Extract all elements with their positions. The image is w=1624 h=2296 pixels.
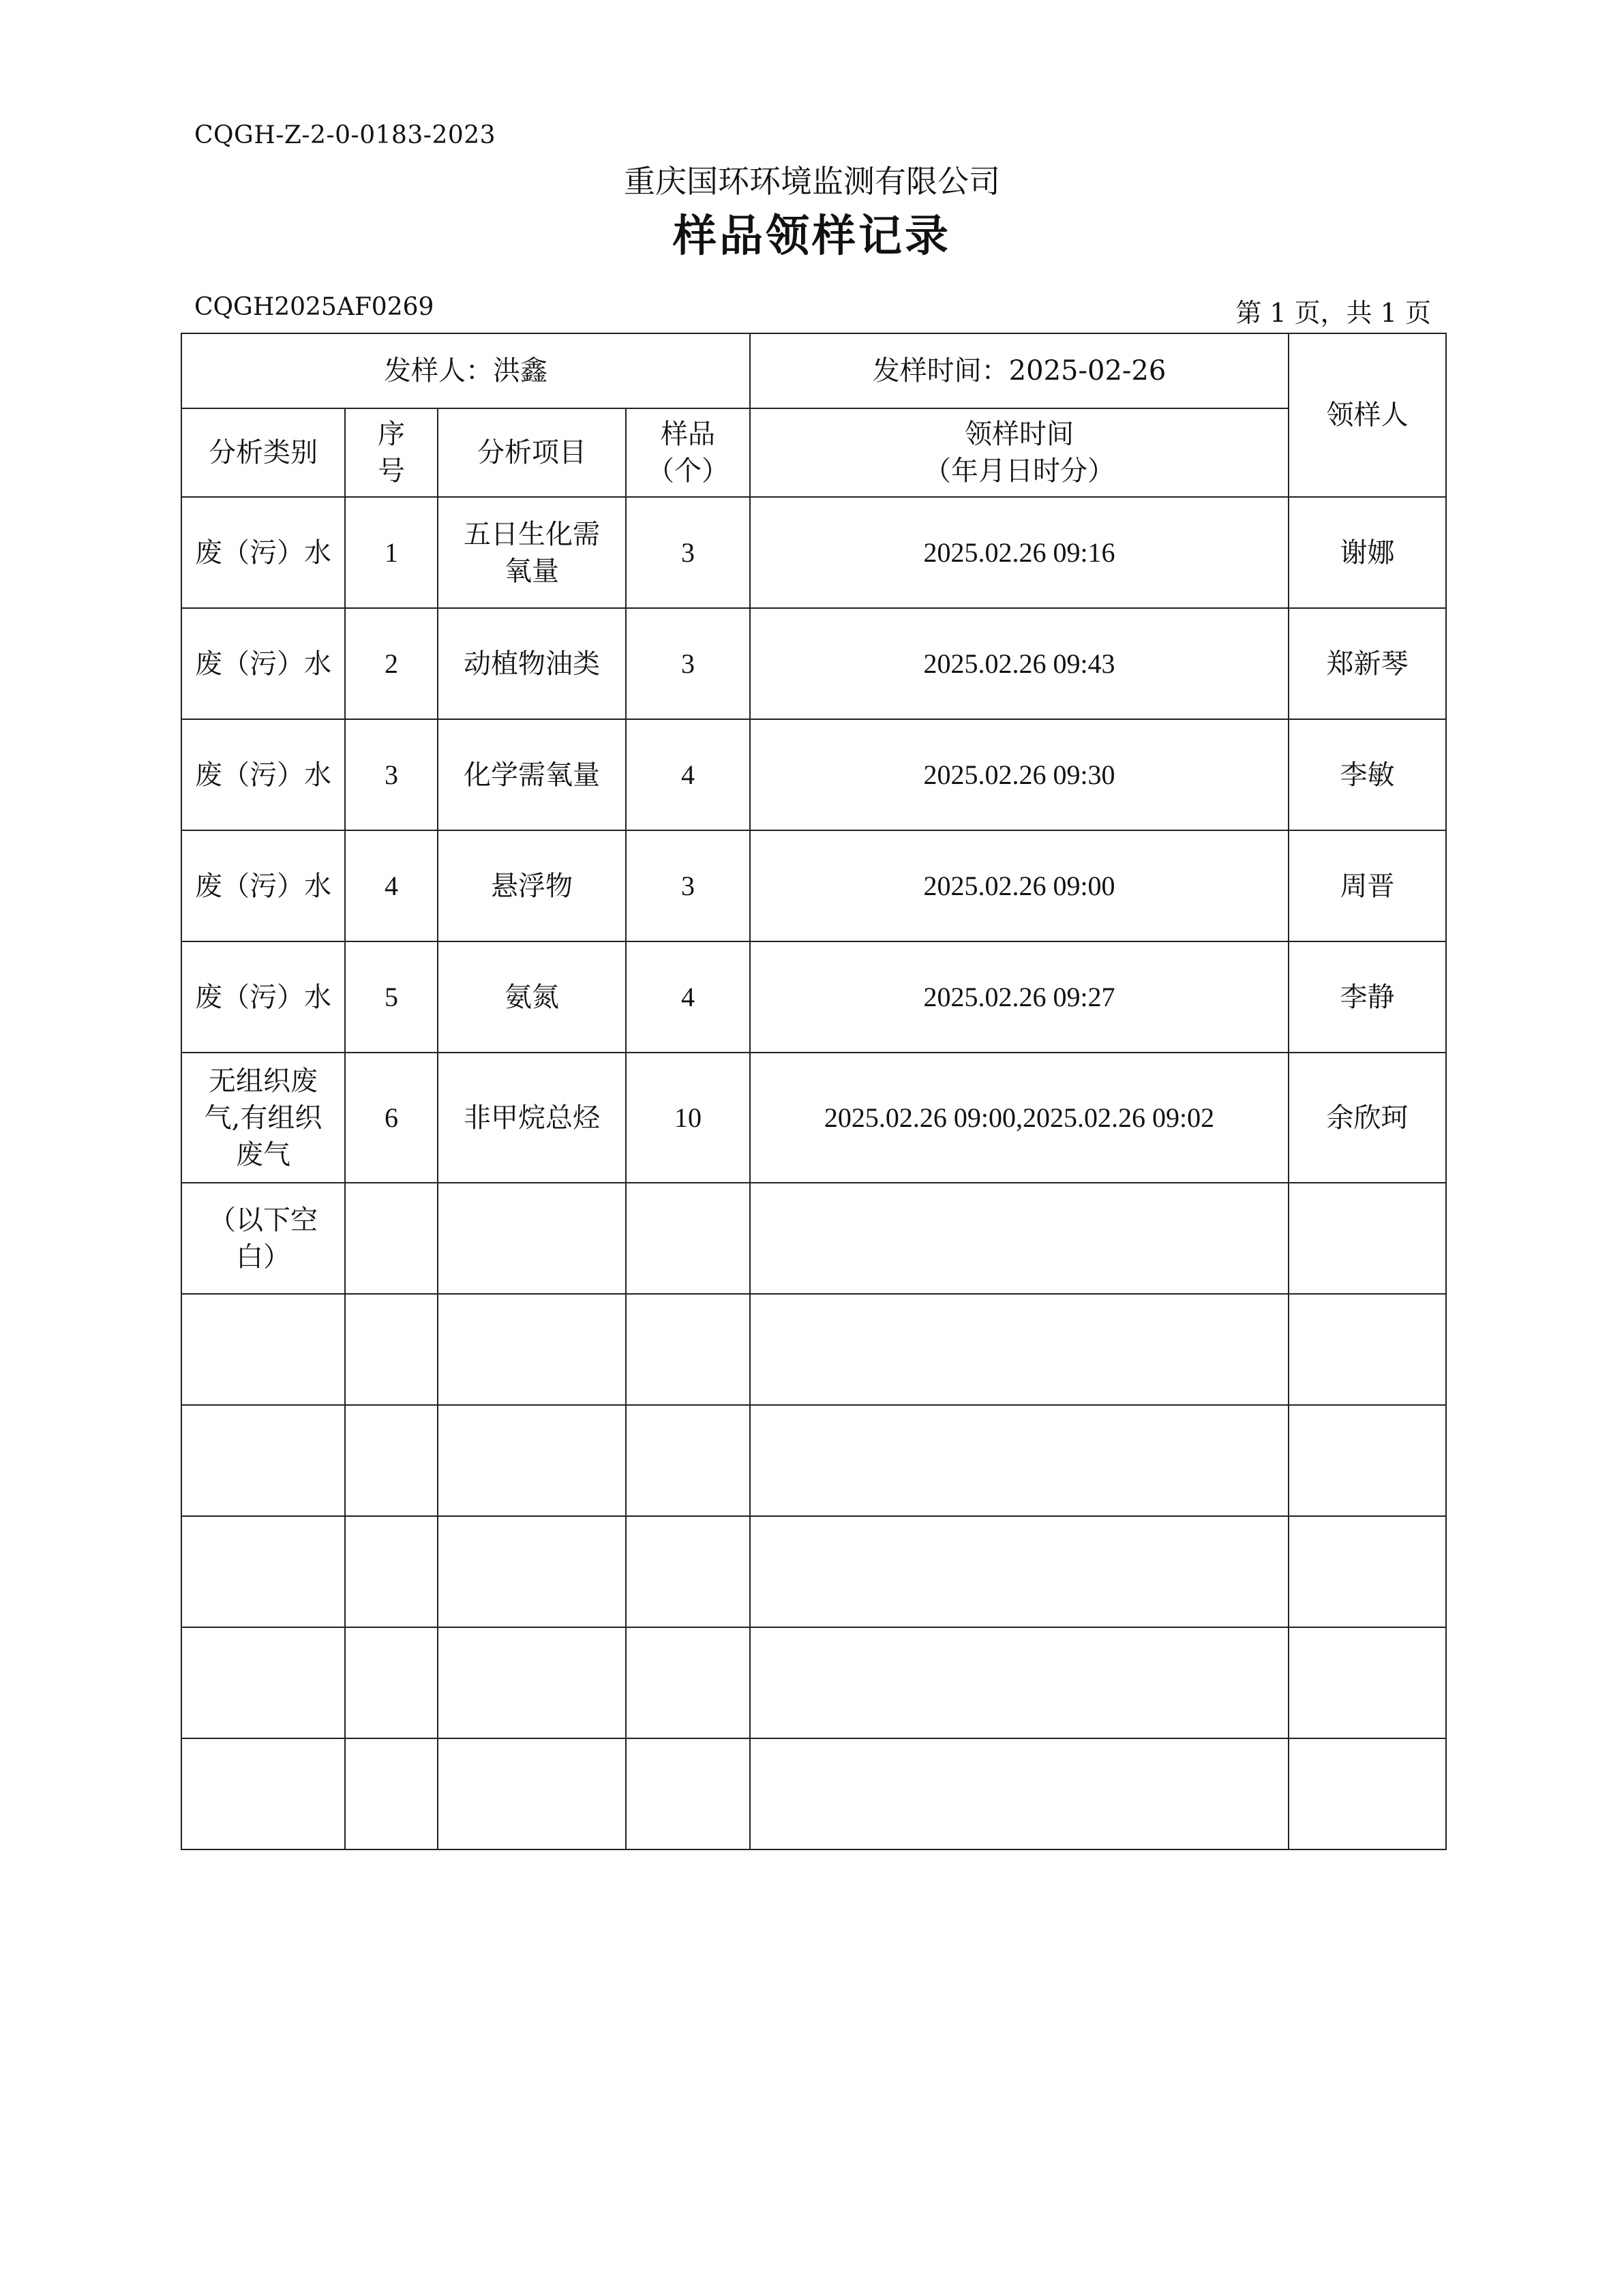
seq-cell: 5 <box>345 941 438 1053</box>
category-line: 废气 <box>236 1138 290 1170</box>
category-header: 分析类别 <box>181 408 345 497</box>
empty-cell <box>438 1294 626 1405</box>
time-cell: 2025.02.26 09:30 <box>750 719 1289 830</box>
seq-cell: 4 <box>345 830 438 941</box>
item-line: 悬浮物 <box>491 870 573 902</box>
empty-cell <box>750 1738 1289 1849</box>
blank-note-row <box>181 1183 1446 1294</box>
table-row <box>181 719 1446 830</box>
empty-cell <box>181 1405 345 1516</box>
time-cell: 2025.02.26 09:43 <box>750 608 1289 719</box>
blank-note-line: 白） <box>236 1241 290 1273</box>
empty-cell <box>1289 1183 1446 1294</box>
count-cell: 3 <box>626 830 750 941</box>
empty-cell <box>626 1627 750 1738</box>
empty-cell <box>750 1183 1289 1294</box>
empty-cell <box>181 1738 345 1849</box>
seq-header-line1: 序 <box>378 419 405 450</box>
info-row <box>181 333 1446 408</box>
item-cell <box>438 941 626 1053</box>
seq-cell: 6 <box>345 1053 438 1183</box>
time-cell: 2025.02.26 09:00 <box>750 830 1289 941</box>
empty-row <box>181 1294 1446 1405</box>
empty-cell <box>626 1405 750 1516</box>
receiver-cell: 李静 <box>1289 941 1446 1053</box>
table-row <box>181 608 1446 719</box>
item-header: 分析项目 <box>438 408 626 497</box>
receiver-cell: 周晋 <box>1289 830 1446 941</box>
blank-note-cell <box>181 1183 345 1294</box>
empty-row <box>181 1627 1446 1738</box>
empty-cell <box>750 1516 1289 1627</box>
category-cell <box>181 608 345 719</box>
empty-row <box>181 1738 1446 1849</box>
table-row <box>181 830 1446 941</box>
empty-cell <box>181 1516 345 1627</box>
empty-cell <box>345 1405 438 1516</box>
category-line: 废（污）水 <box>195 537 331 569</box>
count-header-line1: 样品 <box>661 419 715 450</box>
empty-cell <box>345 1627 438 1738</box>
category-cell <box>181 830 345 941</box>
empty-cell <box>626 1738 750 1849</box>
empty-cell <box>438 1405 626 1516</box>
time-header <box>750 408 1289 497</box>
table-row <box>181 497 1446 608</box>
empty-cell <box>345 1516 438 1627</box>
category-cell <box>181 1053 345 1183</box>
category-line: 废（污）水 <box>195 981 331 1013</box>
empty-cell <box>181 1627 345 1738</box>
sample-record-table <box>181 333 1447 1850</box>
blank-note-line: （以下空 <box>209 1204 318 1236</box>
seq-header <box>345 408 438 497</box>
empty-cell <box>626 1516 750 1627</box>
category-cell <box>181 497 345 608</box>
count-header-line2: （个） <box>647 455 729 487</box>
empty-cell <box>1289 1294 1446 1405</box>
table-row <box>181 941 1446 1053</box>
item-cell <box>438 830 626 941</box>
item-line: 化学需氧量 <box>464 759 600 791</box>
empty-cell <box>438 1738 626 1849</box>
table-row <box>181 1053 1446 1183</box>
category-line: 废（污）水 <box>195 870 331 902</box>
empty-cell <box>438 1516 626 1627</box>
item-cell <box>438 1053 626 1183</box>
empty-cell <box>750 1405 1289 1516</box>
seq-cell: 2 <box>345 608 438 719</box>
sender-cell: 发样人：洪鑫 <box>181 333 750 408</box>
seq-cell: 3 <box>345 719 438 830</box>
item-line: 五日生化需 <box>464 518 600 550</box>
category-cell <box>181 719 345 830</box>
item-cell <box>438 608 626 719</box>
item-line: 氧量 <box>505 555 559 587</box>
page-info: 第 1 页，共 1 页 <box>1235 298 1431 328</box>
page-title: 样品领样记录 <box>673 211 951 262</box>
empty-row <box>181 1516 1446 1627</box>
document-code: CQGH-Z-2-0-0183-2023 <box>194 121 496 149</box>
empty-cell <box>1289 1627 1446 1738</box>
receiver-cell: 余欣珂 <box>1289 1053 1446 1183</box>
empty-cell <box>345 1294 438 1405</box>
count-cell: 4 <box>626 719 750 830</box>
count-cell: 10 <box>626 1053 750 1183</box>
empty-cell <box>1289 1738 1446 1849</box>
time-cell: 2025.02.26 09:00,2025.02.26 09:02 <box>750 1053 1289 1183</box>
empty-cell <box>345 1738 438 1849</box>
receiver-cell: 谢娜 <box>1289 497 1446 608</box>
seq-cell: 1 <box>345 497 438 608</box>
time-cell: 2025.02.26 09:16 <box>750 497 1289 608</box>
item-cell <box>438 719 626 830</box>
empty-cell <box>438 1183 626 1294</box>
receiver-cell: 郑新琴 <box>1289 608 1446 719</box>
seq-header-line2: 号 <box>378 455 405 487</box>
send-time-cell: 发样时间：2025-02-26 <box>750 333 1289 408</box>
receiver-header: 领样人 <box>1289 333 1446 497</box>
count-cell: 3 <box>626 608 750 719</box>
time-header-line2: （年月日时分） <box>924 455 1115 487</box>
record-number: CQGH2025AF0269 <box>194 293 434 321</box>
receiver-cell: 李敏 <box>1289 719 1446 830</box>
category-line: 无组织废 <box>209 1065 318 1097</box>
empty-cell <box>1289 1405 1446 1516</box>
count-cell: 4 <box>626 941 750 1053</box>
category-line: 废（污）水 <box>195 759 331 791</box>
count-cell: 3 <box>626 497 750 608</box>
item-line: 动植物油类 <box>464 648 600 680</box>
column-header-row <box>181 408 1446 497</box>
category-line: 废（污）水 <box>195 648 331 680</box>
empty-cell <box>345 1183 438 1294</box>
time-header-line1: 领样时间 <box>965 419 1074 450</box>
category-line: 气,有组织 <box>204 1102 322 1134</box>
empty-cell <box>626 1183 750 1294</box>
time-cell: 2025.02.26 09:27 <box>750 941 1289 1053</box>
count-header <box>626 408 750 497</box>
empty-cell <box>438 1627 626 1738</box>
empty-cell <box>1289 1516 1446 1627</box>
empty-row <box>181 1405 1446 1516</box>
company-name: 重庆国环环境监测有限公司 <box>624 163 1000 200</box>
empty-cell <box>181 1294 345 1405</box>
empty-cell <box>626 1294 750 1405</box>
item-cell <box>438 497 626 608</box>
empty-cell <box>750 1627 1289 1738</box>
empty-cell <box>750 1294 1289 1405</box>
item-line: 氨氮 <box>505 981 559 1013</box>
category-cell <box>181 941 345 1053</box>
item-line: 非甲烷总烃 <box>464 1102 600 1134</box>
